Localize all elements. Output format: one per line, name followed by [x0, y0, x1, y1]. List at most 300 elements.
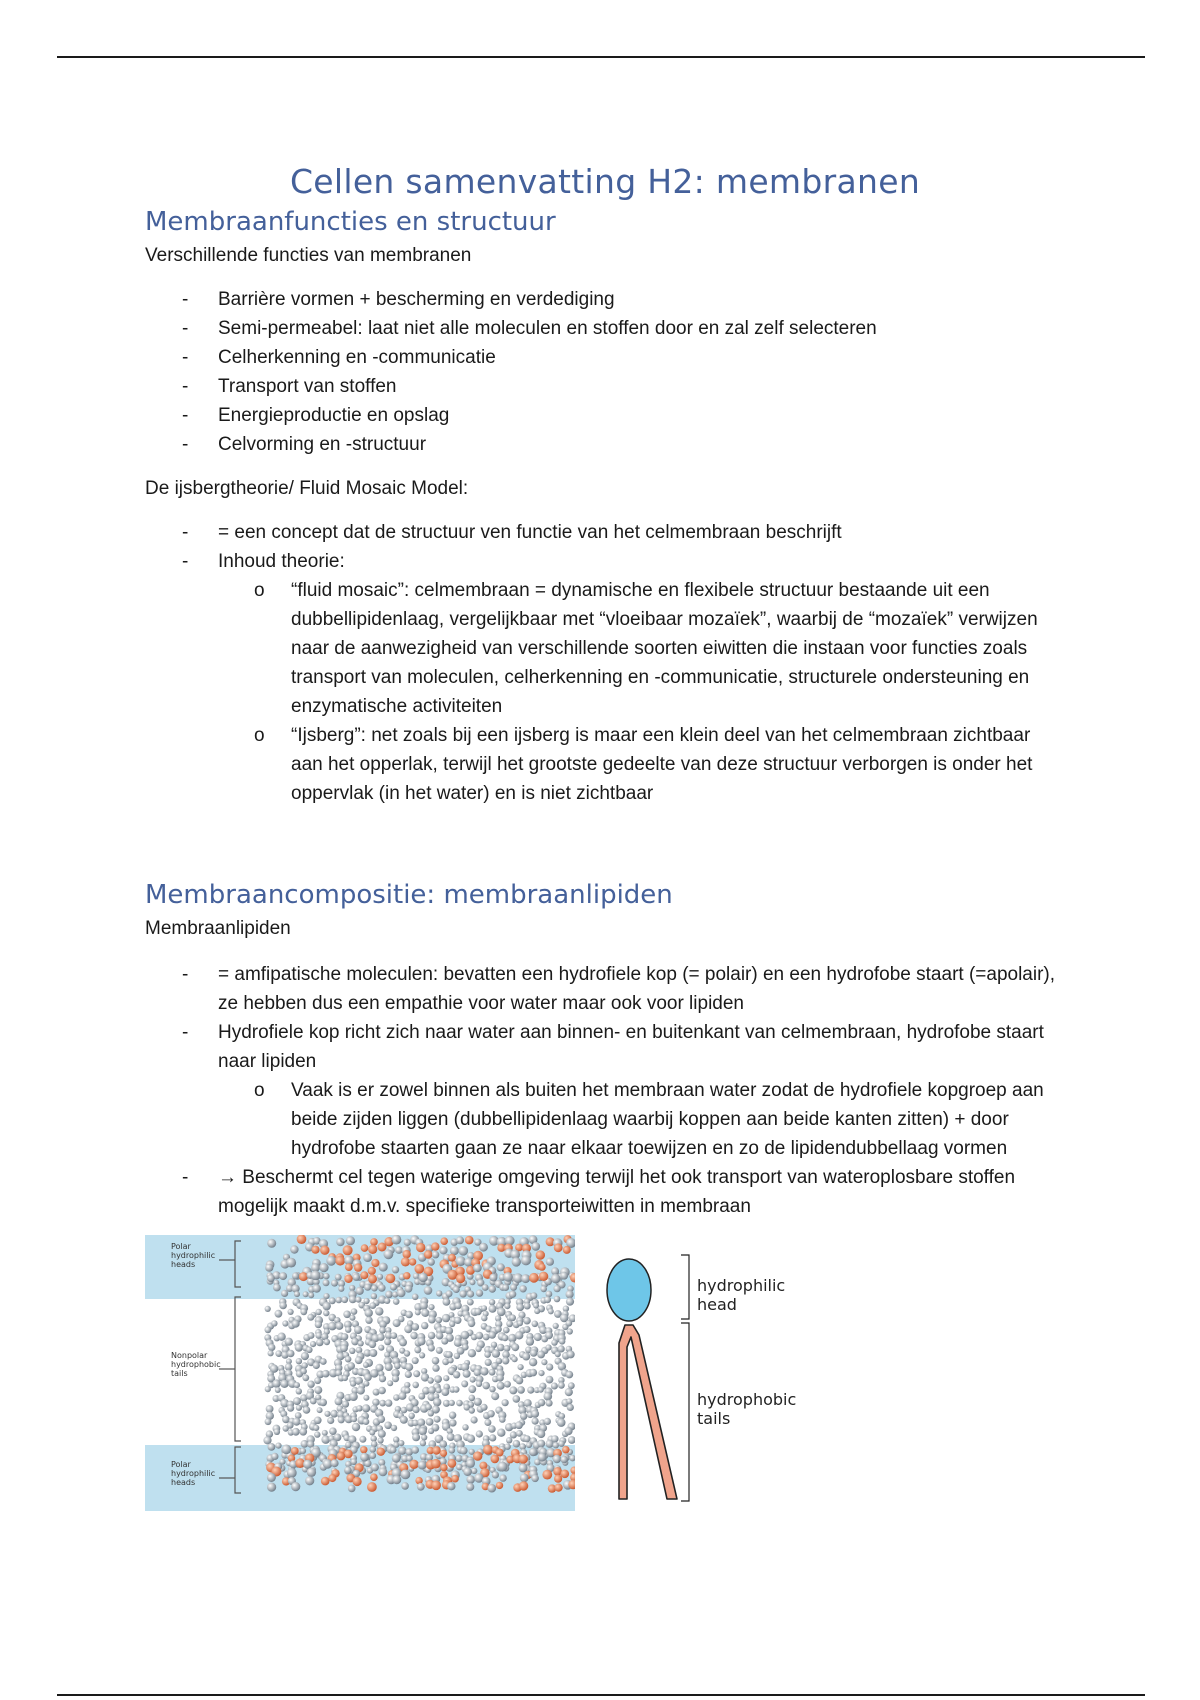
molecule-atom — [553, 1455, 561, 1463]
molecule-atom — [513, 1395, 521, 1403]
molecule-atom — [265, 1386, 271, 1392]
molecule-atom — [474, 1369, 482, 1377]
molecule-atom — [351, 1416, 357, 1422]
molecule-atom — [454, 1317, 461, 1324]
molecule-atom — [431, 1242, 439, 1250]
molecule-atom — [432, 1357, 440, 1365]
molecule-atom — [519, 1455, 528, 1464]
molecule-atom — [506, 1320, 513, 1327]
sublist-item: o Vaak is er zowel binnen als buiten het membraan water zodat de hydrofiele kopgroep aan beide zijden liggen (dubbellipidenlaag waarbij koppen aan beide kanten zitten) + door hydrofobe staarten gaan ze naar elkaar toewijzen en zo de lipidendubbellaag vormen — [218, 1076, 1065, 1163]
list-item: - Celvorming en -structuur — [145, 430, 1065, 459]
molecule-atom — [369, 1302, 376, 1309]
molecule-atom — [522, 1353, 530, 1361]
section-heading-lipids: Membraancompositie: membraanlipiden — [145, 880, 673, 910]
molecule-atom — [439, 1246, 447, 1254]
molecule-atom — [465, 1236, 474, 1245]
molecule-atom — [360, 1271, 368, 1279]
molecule-atom — [273, 1284, 281, 1292]
molecule-atom — [378, 1284, 386, 1292]
lipid-bilayer-figure — [145, 1235, 575, 1511]
molecule-atom — [392, 1375, 399, 1382]
molecule-atom — [506, 1437, 512, 1443]
molecule-atom — [349, 1285, 355, 1291]
molecule-atom — [371, 1293, 377, 1299]
molecule-atom — [502, 1399, 509, 1406]
molecule-atom — [415, 1264, 425, 1274]
section-heading-functions: Membraanfuncties en structuur — [145, 207, 556, 237]
molecule-atom — [521, 1274, 530, 1283]
molecule-atom — [360, 1446, 367, 1453]
molecule-atom — [324, 1411, 330, 1417]
molecule-atom — [370, 1473, 378, 1481]
molecule-atom — [502, 1335, 509, 1342]
molecule-atom — [419, 1427, 427, 1435]
molecule-atom — [369, 1452, 376, 1459]
list-item — [145, 1018, 1065, 1163]
molecule-atom — [496, 1482, 503, 1489]
molecule-atom — [433, 1398, 441, 1406]
molecule-atom — [272, 1379, 280, 1387]
molecule-atom — [448, 1357, 454, 1363]
molecule-atom — [497, 1429, 505, 1437]
molecule-atom — [320, 1246, 329, 1255]
molecule-atom — [440, 1450, 447, 1457]
molecule-atom — [409, 1413, 415, 1419]
molecule-atom — [296, 1388, 302, 1394]
molecule-atom — [421, 1434, 427, 1440]
molecule-atom — [537, 1440, 545, 1448]
molecule-atom — [432, 1251, 439, 1258]
molecule-atom — [516, 1303, 524, 1311]
molecule-atom — [275, 1350, 282, 1357]
molecule-atom — [367, 1482, 377, 1492]
molecule-atom — [531, 1292, 538, 1299]
molecule-atom — [404, 1350, 410, 1356]
molecule-atom — [368, 1267, 376, 1275]
molecule-atom — [456, 1274, 465, 1283]
molecule-atom — [363, 1395, 369, 1401]
molecule-atom — [434, 1375, 442, 1383]
label-nonpolar-1: Nonpolar — [171, 1351, 208, 1360]
molecule-atom — [314, 1431, 320, 1437]
molecule-atom — [481, 1305, 487, 1311]
molecule-atom — [375, 1307, 383, 1315]
molecule-atom — [449, 1412, 456, 1419]
page-title: Cellen samenvatting H2: membranen — [289, 162, 921, 201]
molecule-atom — [405, 1311, 413, 1319]
bottom-rule — [57, 1694, 1145, 1696]
molecule-atom — [356, 1405, 362, 1411]
molecule-atom — [329, 1297, 336, 1304]
molecule-atom — [447, 1433, 455, 1441]
molecule-atom — [466, 1475, 475, 1484]
molecule-atom — [386, 1274, 396, 1284]
molecule-atom — [316, 1339, 324, 1347]
label-polar-bottom-2: hydrophilic — [171, 1469, 216, 1478]
molecule-atom — [515, 1421, 523, 1429]
molecule-atom — [400, 1416, 408, 1424]
molecule-atom — [328, 1322, 337, 1331]
molecule-atom — [482, 1382, 490, 1390]
label-polar-top-3: heads — [171, 1260, 196, 1269]
molecule-atom — [558, 1441, 564, 1447]
molecule-atom — [484, 1419, 491, 1426]
molecule-atom — [331, 1280, 338, 1287]
molecule-atom — [425, 1404, 432, 1411]
molecule-atom — [476, 1332, 484, 1340]
molecule-atom — [354, 1263, 362, 1271]
molecule-atom — [518, 1364, 524, 1370]
label-polar-bottom-1: Polar — [171, 1460, 191, 1469]
molecule-atom — [432, 1364, 439, 1371]
functions-list — [145, 285, 1065, 459]
molecule-atom — [544, 1418, 551, 1425]
molecule-atom — [299, 1428, 307, 1436]
molecule-atom — [512, 1356, 518, 1362]
molecule-atom — [449, 1447, 456, 1454]
molecule-atom — [532, 1321, 539, 1328]
molecule-atom — [546, 1344, 552, 1350]
molecule-atom — [293, 1418, 301, 1426]
molecule-atom — [483, 1445, 493, 1455]
molecule-atom — [534, 1333, 542, 1341]
molecule-atom — [554, 1475, 562, 1483]
molecule-atom — [509, 1314, 516, 1321]
molecule-atom — [384, 1298, 390, 1304]
molecule-atom — [436, 1387, 442, 1393]
molecule-atom — [475, 1346, 481, 1352]
molecule-atom — [291, 1447, 299, 1455]
molecule-atom — [428, 1344, 435, 1351]
molecule-atom — [519, 1285, 526, 1292]
molecule-atom — [292, 1320, 300, 1328]
molecule-atom — [385, 1291, 393, 1299]
molecule-atom — [323, 1273, 329, 1279]
molecule-atom — [558, 1382, 565, 1389]
molecule-atom — [456, 1400, 463, 1407]
molecule-atom — [434, 1416, 441, 1423]
molecule-atom — [555, 1351, 561, 1357]
molecule-atom — [401, 1257, 410, 1266]
molecule-atom — [355, 1297, 361, 1303]
molecule-atom — [405, 1363, 413, 1371]
molecule-atom — [540, 1286, 547, 1293]
molecule-atom — [344, 1466, 351, 1473]
label-hydrophobic: hydrophobic — [697, 1390, 797, 1409]
molecule-atom — [265, 1418, 272, 1425]
molecule-atom — [491, 1392, 499, 1400]
list-item: - Transport van stoffen — [145, 372, 1065, 401]
molecule-atom — [328, 1474, 336, 1482]
molecule-atom — [344, 1275, 352, 1283]
molecule-atom — [349, 1392, 358, 1401]
list-item: - = een concept dat de structuur ven functie van het celmembraan beschrijft — [145, 518, 1065, 547]
molecule-atom — [360, 1453, 369, 1462]
molecule-atom — [401, 1470, 411, 1480]
molecule-atom — [436, 1347, 443, 1354]
molecule-atom — [448, 1459, 457, 1468]
molecule-atom — [449, 1400, 455, 1406]
molecule-atom — [268, 1344, 275, 1351]
molecule-atom — [377, 1274, 383, 1280]
molecule-atom — [448, 1254, 456, 1262]
molecule-atom — [313, 1425, 319, 1431]
molecule-atom — [504, 1303, 510, 1309]
molecule-atom — [460, 1447, 468, 1455]
molecule-atom — [421, 1309, 429, 1317]
hydrophobic-tails-shape — [619, 1325, 677, 1499]
label-polar-bottom-3: heads — [171, 1478, 196, 1487]
molecule-atom — [414, 1346, 421, 1353]
molecule-atom — [413, 1406, 420, 1413]
molecule-atom — [393, 1298, 400, 1305]
molecule-atom — [454, 1353, 460, 1359]
molecule-atom — [544, 1296, 551, 1303]
molecule-atom — [349, 1348, 355, 1354]
molecule-atom — [530, 1349, 538, 1357]
list-item: - Barrière vormen + bescherming en verdediging — [145, 285, 1065, 314]
molecule-atom — [378, 1437, 384, 1443]
molecule-atom — [445, 1351, 452, 1358]
molecule-atom — [287, 1468, 297, 1478]
molecule-atom — [537, 1430, 545, 1438]
molecule-atom — [307, 1468, 316, 1477]
molecule-atom — [484, 1351, 491, 1358]
molecule-atom — [314, 1386, 322, 1394]
molecule-atom — [551, 1339, 557, 1345]
molecule-atom — [319, 1399, 327, 1407]
theory-sublist — [218, 576, 1065, 808]
molecule-atom — [302, 1374, 309, 1381]
molecule-atom — [310, 1341, 316, 1347]
molecule-atom — [498, 1462, 508, 1472]
molecule-atom — [322, 1430, 328, 1436]
molecule-atom — [412, 1357, 419, 1364]
molecule-atom — [292, 1428, 300, 1436]
molecule-atom — [489, 1434, 496, 1441]
molecule-atom — [559, 1338, 566, 1345]
molecule-atom — [473, 1264, 482, 1273]
molecule-atom — [378, 1430, 386, 1438]
molecule-atom — [308, 1332, 315, 1339]
model-label: De ijsbergtheorie/ Fluid Mosaic Model: — [145, 478, 469, 499]
molecule-atom — [267, 1239, 276, 1248]
molecule-atom — [447, 1482, 455, 1490]
molecule-atom — [520, 1474, 529, 1483]
molecule-atom — [285, 1338, 293, 1346]
phospholipid-figure — [605, 1247, 845, 1517]
molecule-atom — [355, 1356, 363, 1364]
molecule-atom — [337, 1452, 346, 1461]
molecule-atom — [282, 1320, 288, 1326]
molecule-atom — [487, 1410, 494, 1417]
molecule-atom — [286, 1258, 296, 1268]
molecule-atom — [405, 1371, 412, 1378]
molecule-atom — [343, 1245, 353, 1255]
molecule-atom — [279, 1272, 287, 1280]
molecule-atom — [404, 1387, 410, 1393]
molecule-atom — [390, 1447, 397, 1454]
molecule-atom — [474, 1308, 481, 1315]
molecule-atom — [467, 1435, 475, 1443]
molecule-atom — [340, 1344, 348, 1352]
molecule-atom — [534, 1308, 540, 1314]
molecule-atom — [326, 1256, 336, 1266]
molecule-atom — [353, 1477, 362, 1486]
molecule-atom — [470, 1279, 476, 1285]
molecule-atom — [363, 1253, 372, 1262]
molecule-atom — [553, 1442, 559, 1448]
molecule-atom — [403, 1272, 410, 1279]
molecule-atom — [523, 1317, 531, 1325]
molecule-atom — [567, 1350, 575, 1358]
molecule-atom — [440, 1464, 447, 1471]
molecule-atom — [377, 1333, 385, 1341]
molecule-atom — [267, 1473, 276, 1482]
molecule-atom — [331, 1459, 339, 1467]
molecule-atom — [557, 1418, 566, 1427]
molecule-atom — [546, 1364, 553, 1371]
molecule-atom — [519, 1481, 528, 1490]
molecule-atom — [428, 1428, 434, 1434]
molecule-atom — [361, 1244, 369, 1252]
molecule-atom — [497, 1263, 505, 1271]
molecule-atom — [316, 1309, 322, 1315]
molecule-atom — [453, 1386, 459, 1392]
molecule-atom — [509, 1386, 517, 1394]
molecule-atom — [364, 1373, 372, 1381]
molecule-atom — [491, 1455, 500, 1464]
molecule-atom — [384, 1249, 394, 1259]
molecule-atom — [335, 1274, 342, 1281]
model-list — [145, 518, 1065, 808]
molecule-atom — [417, 1483, 425, 1491]
molecule-atom — [350, 1315, 356, 1321]
molecule-atom — [398, 1392, 406, 1400]
molecule-atom — [470, 1377, 476, 1383]
molecule-atom — [502, 1284, 509, 1291]
molecule-atom — [541, 1359, 547, 1365]
label-head: head — [697, 1295, 737, 1314]
molecule-atom — [413, 1370, 420, 1377]
molecule-atom — [401, 1482, 409, 1490]
molecule-atom — [317, 1407, 323, 1413]
molecule-atom — [455, 1302, 462, 1309]
molecule-atom — [567, 1404, 574, 1411]
molecule-atom — [489, 1274, 497, 1282]
molecule-atom — [300, 1448, 306, 1454]
molecule-atom — [344, 1450, 353, 1459]
molecule-atom — [536, 1250, 545, 1259]
molecule-atom — [531, 1475, 539, 1483]
molecule-atom — [436, 1317, 442, 1323]
molecule-atom — [299, 1272, 308, 1281]
molecule-atom — [377, 1448, 385, 1456]
molecule-atom — [502, 1357, 509, 1364]
functions-intro: Verschillende functies van membranen — [145, 245, 472, 266]
molecule-atom — [546, 1376, 554, 1384]
molecule-atom — [446, 1290, 453, 1297]
list-item: - Energieproductie en opslag — [145, 401, 1065, 430]
molecule-atom — [399, 1338, 407, 1346]
molecule-atom — [538, 1370, 544, 1376]
molecule-atom — [517, 1386, 525, 1394]
molecule-atom — [544, 1392, 553, 1401]
molecule-atom — [468, 1320, 476, 1328]
molecule-atom — [488, 1484, 497, 1493]
molecule-atom — [513, 1440, 521, 1448]
molecule-atom — [480, 1367, 488, 1375]
molecule-atom — [293, 1397, 301, 1405]
molecule-atom — [338, 1286, 344, 1292]
molecule-atom — [555, 1484, 563, 1492]
molecule-atom — [442, 1314, 450, 1322]
label-hydrophilic: hydrophilic — [697, 1276, 786, 1295]
molecule-atom — [432, 1446, 440, 1454]
molecule-atom — [338, 1416, 345, 1423]
molecule-atom — [488, 1425, 496, 1433]
molecule-atom — [350, 1381, 356, 1387]
molecule-atom — [307, 1314, 314, 1321]
molecule-atom — [431, 1481, 441, 1491]
molecule-atom — [428, 1377, 434, 1383]
molecule-atom — [546, 1440, 554, 1448]
molecule-atom — [489, 1285, 496, 1292]
molecule-atom — [362, 1404, 370, 1412]
molecule-atom — [387, 1380, 393, 1386]
molecule-atom — [303, 1406, 311, 1414]
molecule-atom — [320, 1358, 327, 1365]
molecule-atom — [421, 1322, 428, 1329]
molecule-atom — [271, 1453, 278, 1460]
molecule-atom — [517, 1320, 523, 1326]
molecule-atom — [566, 1290, 574, 1298]
molecule-atom — [403, 1250, 411, 1258]
molecule-atom — [546, 1400, 553, 1407]
molecule-atom — [441, 1338, 448, 1345]
molecule-atom — [265, 1264, 273, 1272]
molecule-atom — [308, 1292, 314, 1298]
molecule-atom — [311, 1246, 319, 1254]
molecule-atom — [428, 1258, 435, 1265]
molecule-atom — [436, 1290, 442, 1296]
molecule-atom — [428, 1304, 434, 1310]
molecule-atom — [440, 1237, 448, 1245]
top-rule — [57, 56, 1145, 58]
molecule-atom — [567, 1328, 573, 1334]
molecule-atom — [369, 1349, 377, 1357]
molecule-atom — [471, 1416, 478, 1423]
molecule-atom — [566, 1320, 573, 1327]
label-polar-top-2: hydrophilic — [171, 1251, 216, 1260]
molecule-atom — [529, 1273, 539, 1283]
molecule-atom — [546, 1258, 554, 1266]
molecule-atom — [351, 1308, 358, 1315]
molecule-atom — [385, 1399, 392, 1406]
molecule-atom — [315, 1321, 322, 1328]
molecule-atom — [351, 1459, 357, 1465]
molecule-atom — [379, 1468, 388, 1477]
molecule-atom — [351, 1338, 359, 1346]
label-nonpolar-3: tails — [171, 1369, 188, 1378]
molecule-atom — [551, 1383, 558, 1390]
molecule-atom — [384, 1422, 392, 1430]
molecule-atom — [345, 1263, 353, 1271]
page-content — [145, 162, 1065, 1515]
molecule-atom — [335, 1322, 343, 1330]
molecule-atom — [419, 1352, 425, 1358]
list-item: - Celherkenning en -communicatie — [145, 343, 1065, 372]
